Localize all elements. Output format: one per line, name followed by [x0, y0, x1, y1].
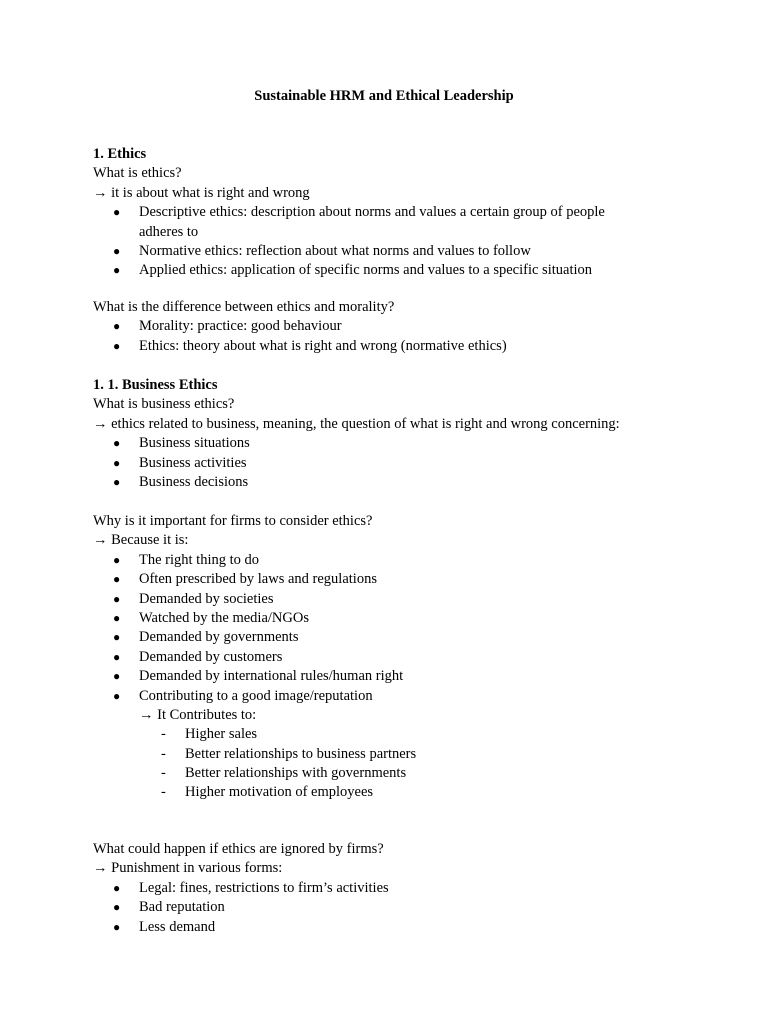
list-item: ● Normative ethics: reflection about what norms and values to follow — [93, 242, 713, 261]
answer-text: → Because it is: — [93, 532, 189, 549]
section-heading: 1. 1. Business Ethics — [93, 377, 218, 393]
bullet-icon: ● — [113, 474, 121, 489]
answer-text: → Punishment in various forms: — [93, 860, 283, 877]
list-item-continuation: adheres to — [139, 223, 199, 240]
answer-text: → it is about what is right and wrong — [93, 184, 310, 201]
bullet-list — [93, 434, 713, 492]
bullet-icon: ● — [113, 205, 121, 220]
bullet-icon: ● — [113, 338, 121, 353]
bullet-list — [93, 551, 713, 706]
bullet-icon: ● — [113, 243, 121, 258]
bullet-icon: ● — [113, 552, 121, 567]
list-item: ● Demanded by international rules/human right — [93, 667, 713, 686]
list-item: ● Legal: fines, restrictions to firm’s activities — [93, 879, 713, 898]
bullet-icon: ● — [113, 688, 121, 703]
bullet-icon: ● — [113, 649, 121, 664]
bullet-list — [93, 317, 713, 356]
bullet-icon: ● — [113, 919, 121, 934]
bullet-icon: ● — [113, 572, 121, 587]
list-item: ● Ethics: theory about what is right and wrong (normative ethics) — [93, 337, 713, 356]
section-ethics — [93, 145, 713, 281]
dash-marker: - — [161, 765, 166, 782]
list-item: ● Business decisions — [93, 473, 713, 492]
list-item: ● Descriptive ethics: description about norms and values a certain group of people — [93, 203, 713, 222]
bullet-icon: ● — [113, 455, 121, 470]
list-item: ● Bad reputation — [93, 898, 713, 917]
list-item: ● Applied ethics: application of specific norms and values to a specific situation — [93, 261, 713, 280]
list-item: ● Morality: practice: good behaviour — [93, 317, 713, 336]
dash-item: - Higher motivation of employees — [93, 783, 713, 802]
list-item: ● Often prescribed by laws and regulations — [93, 570, 713, 589]
bullet-icon: ● — [113, 630, 121, 645]
bullet-icon: ● — [113, 900, 121, 915]
sub-answer-text: → It Contributes to: — [139, 706, 257, 723]
list-item: ● Demanded by governments — [93, 628, 713, 647]
question-text: What is the difference between ethics and morality? — [93, 299, 395, 315]
list-item: ● Demanded by customers — [93, 648, 713, 667]
list-item: ● Business situations — [93, 434, 713, 453]
answer-text: → ethics related to business, meaning, the question of what is right and wrong concerning: — [93, 415, 620, 432]
list-item: ● Less demand — [93, 918, 713, 937]
dash-marker: - — [161, 745, 166, 762]
question-text: Why is it important for firms to consider ethics? — [93, 513, 373, 529]
question-text: What is business ethics? — [93, 396, 235, 413]
bullet-icon: ● — [113, 591, 121, 606]
section-why-important — [93, 512, 713, 803]
bullet-icon: ● — [113, 263, 121, 278]
question-text: What could happen if ethics are ignored by firms? — [93, 841, 384, 857]
list-item: ● Demanded by societies — [93, 590, 713, 609]
section-ethics-vs-morality — [93, 298, 713, 356]
section-heading: 1. Ethics — [93, 146, 147, 162]
section-business-ethics — [93, 376, 713, 492]
bullet-list — [93, 879, 713, 937]
bullet-icon: ● — [113, 880, 121, 895]
dash-item: - Better relationships with governments — [93, 764, 713, 783]
bullet-icon: ● — [113, 436, 121, 451]
section-ignored-ethics — [93, 840, 713, 937]
dash-marker: - — [161, 784, 166, 801]
bullet-icon: ● — [113, 319, 121, 334]
dash-item: - Higher sales — [93, 725, 713, 744]
dash-marker: - — [161, 726, 166, 743]
bullet-icon: ● — [113, 610, 121, 625]
question-text: What is ethics? — [93, 165, 182, 182]
bullet-icon: ● — [113, 669, 121, 684]
dash-list — [93, 725, 713, 803]
list-item: ● Watched by the media/NGOs — [93, 609, 713, 628]
list-item: ● Business activities — [93, 454, 713, 473]
bullet-list — [93, 203, 713, 281]
list-item: ● Contributing to a good image/reputation — [93, 687, 713, 706]
document-title: Sustainable HRM and Ethical Leadership — [254, 88, 514, 104]
list-item: ● The right thing to do — [93, 551, 713, 570]
dash-item: - Better relationships to business partners — [93, 745, 713, 764]
